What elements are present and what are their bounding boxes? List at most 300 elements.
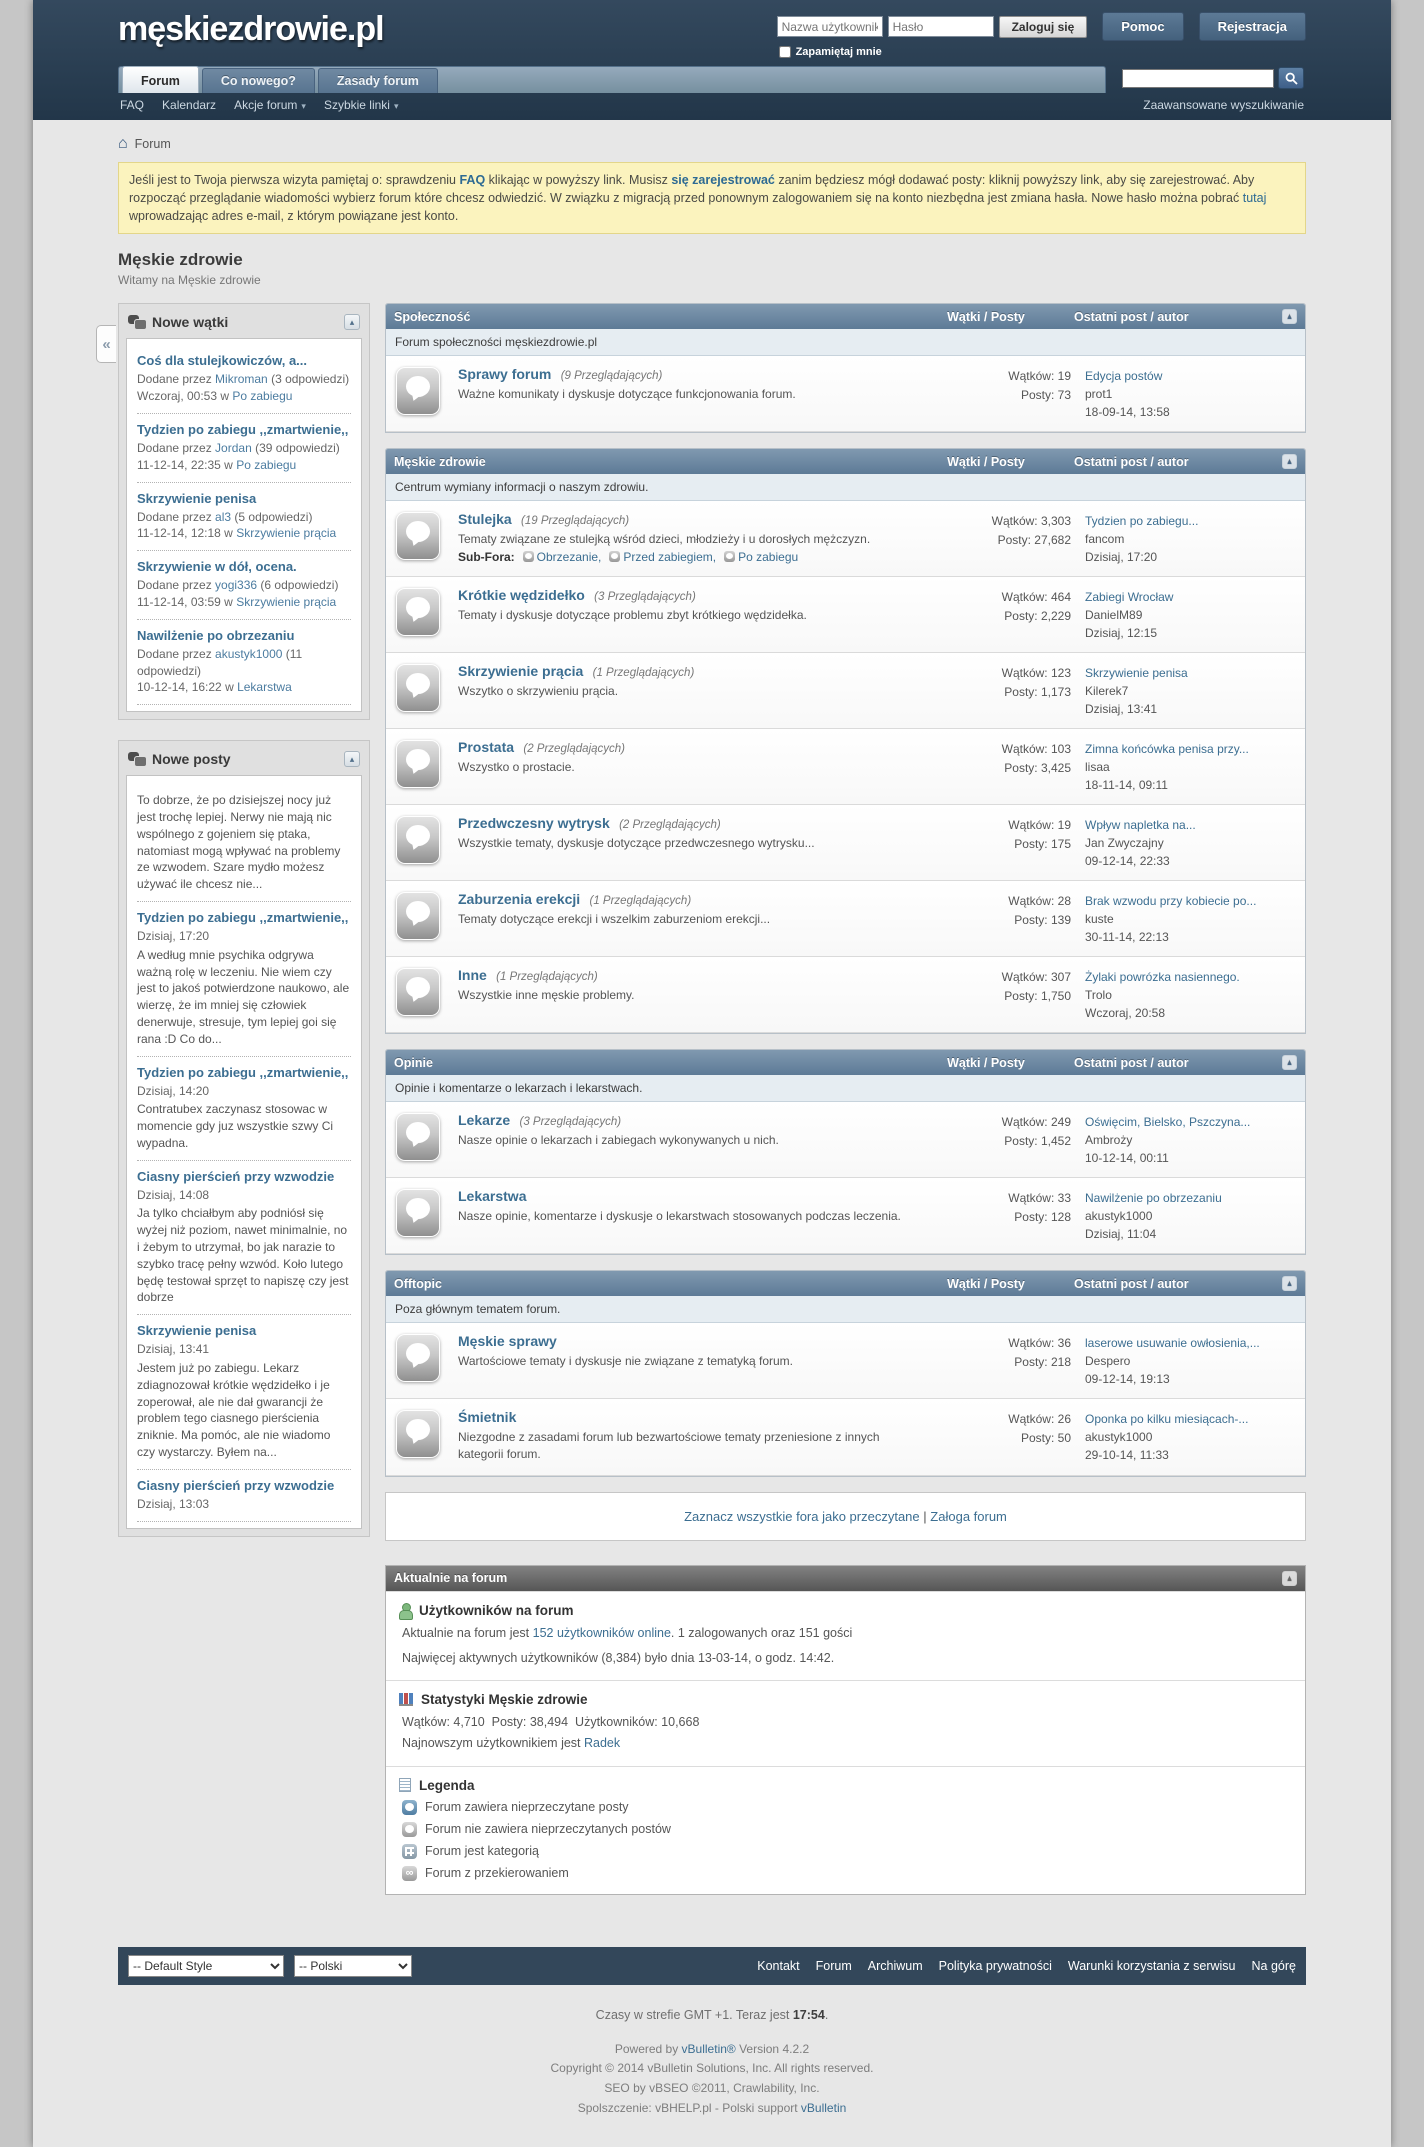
lastpost-title-link[interactable]: Tydzien po zabiegu... [1085,514,1199,529]
lastpost-title-link[interactable]: Skrzywienie penisa [1085,666,1188,681]
collapse-widget-button[interactable]: ▴ [344,751,360,767]
nav-link-label: Szybkie linki [323,98,390,112]
sidebar-collapse-handle[interactable]: « [96,325,116,363]
forum-threads-count: Wątków: 307 [1001,970,1071,985]
column-header-threads-posts: Wątki / Posty [947,1055,1025,1070]
thread-author-link[interactable]: al3 [215,509,232,524]
post-title-link[interactable]: Tydzien po zabiegu ,,zmartwienie,, [137,1064,349,1080]
search-input[interactable] [1122,69,1274,88]
footer-bar [118,1947,1306,1985]
post-date: Dzisiaj, 14:08 [137,1187,210,1202]
forum-bubble-icon [396,664,440,712]
forum-status-icon [402,1822,417,1837]
column-header-threads-posts: Wątki / Posty [947,1276,1025,1291]
post-snippet: Ja tylko chciałbym aby podniósł się wyżej niż poziom, nawet minimalnie, no i żebym to utrzymał, bo jak narazie to szybko tracę pełny wzwód. Koło lutego będę testował sprzęt to napiszę czy jest dobrze [137,1206,349,1305]
lastpost-title-link[interactable]: Żylaki powrózka nasiennego. [1085,970,1240,985]
post-date: Dzisiaj, 14:20 [137,1083,210,1098]
forum-viewing-count: (3 Przeglądających) [519,1116,622,1129]
collapse-category-button[interactable]: ▴ [1282,454,1297,469]
register-button[interactable]: Rejestracja [1199,12,1306,41]
forum-description: Tematy związane ze stulejką wśród dzieci, młodzieży i u dorosłych mężczyzn. [458,532,871,547]
footer-link[interactable]: Na górę [1251,1958,1296,1973]
forum-description: Wszystkie inne męskie problemy. [458,988,635,1003]
forum-posts-count: Posty: 1,173 [1004,684,1071,699]
category-title[interactable]: Męskie zdrowie [394,454,486,469]
forum-status [396,739,458,794]
post-snippet: To dobrze, że po dzisiejszej nocy już jest trochę lepiej. Nerwy nie mają nic wspólnego z gojeniem się ptaka, natomiast mogą wpływać na problemy ze wzwodem. Szare mydło możesz używać ile chcesz nie... [137,793,341,892]
forum-lastpost [1085,1333,1297,1388]
register-link[interactable]: się zarejestrować [671,173,775,187]
post-snippet: Contratubex zaczynasz stosowac w momencie gdy juz wszystkie szwy Ci wypadna. [137,1102,334,1150]
nav-link-label: Akcje forum [234,98,298,112]
forum-row [386,653,1305,729]
seo-line: SEO by vBSEO ©2011, Crawlability, Inc. [604,2081,820,2096]
forum-lastpost [1085,967,1297,1022]
forum-row [386,1323,1305,1399]
forum-threads-count: Wątków: 123 [1001,666,1071,681]
thread-title-link[interactable]: Skrzywienie w dół, ocena. [137,559,297,575]
forum-bubble-icon [396,512,440,560]
password-reset-link[interactable]: tutaj [1242,191,1267,206]
legend-item [402,1844,1292,1859]
thread-replies-count: (39 odpowiedzi) [251,440,340,455]
forum-status [396,587,458,642]
lastpost-title-link[interactable]: Oponka po kilku miesiącach-... [1085,1412,1249,1427]
forum-status [396,967,458,1022]
forum-status [396,1188,458,1243]
thread-item [137,620,351,705]
forum-posts-count: Posty: 73 [1020,387,1071,402]
stat-users: Użytkowników: 10,668 [575,1715,700,1730]
collapse-category-button[interactable]: ▴ [1282,1055,1297,1070]
forum-title-link[interactable]: Sprawy forum [458,366,552,383]
lastpost-title-link[interactable]: Edycja postów [1085,369,1163,384]
copyright-area [118,1985,1306,2147]
forum-lastpost [1085,366,1297,421]
forum-staff-link[interactable]: Załoga forum [930,1508,1007,1524]
forum-viewing-count: (9 Przeglądających) [560,370,663,383]
lastpost-title-link[interactable]: Oświęcim, Bielsko, Pszczyna... [1085,1115,1251,1130]
forum-stats [917,587,1085,642]
forum-lastpost [1085,891,1297,946]
newest-user-link[interactable]: Radek [584,1736,621,1751]
forum-title-link[interactable]: Skrzywienie prącia [458,663,584,680]
forum-title-link[interactable]: Lekarstwa [458,1188,527,1205]
forum-stats [917,663,1085,718]
post-item [137,1057,351,1161]
thread-author-link[interactable]: akustyk1000 [215,646,283,661]
forum-status [396,1409,458,1465]
forum-subforums [458,550,905,564]
forum-bubble-icon [396,1189,440,1237]
thread-date: 11-12-14, 03:59 w [137,594,237,609]
forum-title-link[interactable]: Inne [458,967,487,984]
vbulletin-link[interactable]: vBulletin® [681,2041,736,2056]
category-title[interactable]: Opinie [394,1055,433,1070]
forum-stats [917,1333,1085,1388]
forum-row [386,1102,1305,1178]
newest-user-text: Najnowszym użytkownikiem jest [402,1736,584,1751]
forum-bubble-icon [396,588,440,636]
subforum-link[interactable]: Przed zabiegiem [623,550,713,565]
language-select[interactable] [294,1955,412,1977]
forum-row [386,957,1305,1033]
forum-title-link[interactable]: Lekarze [458,1112,511,1129]
forum-row [386,1399,1305,1476]
nav-link[interactable] [234,98,306,112]
thread-date: Wczoraj, 00:53 w [137,389,233,404]
collapse-category-button[interactable]: ▴ [1282,1276,1297,1291]
forum-info [458,1409,917,1465]
forum-stats [917,1409,1085,1465]
forum-threads-count: Wątków: 19 [1008,369,1071,384]
forum-title-link[interactable]: Śmietnik [458,1409,517,1426]
lastpost-title-link[interactable]: Wpływ napletka na... [1085,818,1196,833]
forum-category [385,448,1306,1034]
forum-threads-count: Wątków: 249 [1001,1115,1071,1130]
forum-viewing-count: (19 Przeglądających) [521,515,630,528]
remember-me-checkbox[interactable] [779,46,791,58]
forum-stats [917,1188,1085,1243]
post-title-link[interactable]: Skrzywienie penisa [137,1323,257,1339]
username-input[interactable] [777,16,883,37]
forum-status-icon [402,1844,417,1859]
new-posts-widget [118,740,370,1537]
subforum-separator: , [598,550,602,565]
vbhelp-link[interactable]: vBulletin [800,2100,847,2115]
chevron-down-icon: ▾ [301,101,306,111]
thread-forum-link[interactable]: Lekarstwa [237,680,292,695]
forum-viewing-count: (1 Przeglądających) [592,667,695,680]
login-button[interactable]: Zaloguj się [999,16,1088,38]
lastpost-date: 09-12-14, 19:13 [1085,1372,1170,1387]
forum-description: Nasze opinie, komentarze i dyskusje o lekarstwach stosowanych podczas leczenia. [458,1209,901,1224]
post-date: Dzisiaj, 13:03 [137,1496,210,1511]
mark-read-bar [385,1492,1306,1541]
users-online-text: . 1 zalogowanych oraz 151 gości [670,1625,853,1640]
advanced-search-link[interactable]: Zaawansowane wyszukiwanie [1143,98,1304,112]
primary-nav [118,66,1306,93]
thread-item [137,551,351,620]
subforum-bubble-icon [523,551,534,562]
forum-lastpost [1085,587,1297,642]
sidebar [102,303,370,1556]
lastpost-date: Dzisiaj, 17:20 [1085,550,1158,565]
help-button[interactable]: Pomoc [1102,12,1183,41]
user-icon [399,1603,411,1618]
forum-info [458,663,917,718]
forum-posts-count: Posty: 139 [1014,912,1071,927]
forum-status-icon [402,1866,417,1881]
notice-text: klikając w powyższy link. Musisz [485,173,672,187]
forum-row [386,577,1305,653]
lastpost-author: fancom [1085,532,1125,547]
forum-row [386,805,1305,881]
forum-stats [917,967,1085,1022]
thread-title-link[interactable]: Coś dla stulejkowiczów, a... [137,353,308,369]
subforum-separator: , [712,550,717,565]
search-icon [1285,72,1298,85]
users-online-section [386,1591,1305,1681]
thread-author-link[interactable]: yogi336 [215,578,258,593]
thread-title-link[interactable]: Tydzien po zabiegu ,,zmartwienie,, [137,421,349,437]
stat-threads: Wątków: 4,710 [402,1715,485,1730]
forum-viewing-count: (2 Przeglądających) [619,819,721,832]
forum-description: Niezgodne z zasadami forum lub bezwartościowe tematy przeniesione z innych kategorii forum. [458,1430,880,1462]
forum-description: Tematy dotyczące erekcji i wszelkim zaburzeniom erekcji... [458,912,771,927]
lastpost-title-link[interactable]: Brak wzwodu przy kobiecie po... [1085,894,1257,909]
legend-label: Forum z przekierowaniem [425,1866,569,1881]
site-logo: męskiezdrowie.pl [118,10,384,48]
post-item [137,1161,351,1316]
legend-section [386,1766,1305,1894]
forum-status [396,366,458,421]
post-snippet: A według mnie psychika odgrywa ważną rolę w leczeniu. Nie wiem czy jest to jakoś potwierdzone naukowo, ale wierzę, że im mniej się człowiek denerwuje, stresuje, tym lepiej goi się rana :D Co do... [137,947,350,1046]
forum-info [458,1188,917,1243]
forum-description: Wartościowe tematy i dyskusje nie związane z tematyką forum. [458,1354,794,1369]
legend-page-icon [399,1778,411,1792]
collapse-category-button[interactable]: ▴ [1282,309,1297,324]
lastpost-date: Wczoraj, 20:58 [1085,1006,1166,1021]
category-description: Poza głównym tematem forum. [386,1296,1305,1323]
users-online-heading: Użytkowników na forum [419,1602,574,1618]
nav-link[interactable] [120,98,144,112]
subforum-bubble-icon [609,551,620,562]
footer-link[interactable]: Polityka prywatności [938,1958,1052,1973]
nav-tab[interactable]: Zasady forum [318,68,438,93]
statistics-heading: Statystyki Męskie zdrowie [421,1692,588,1708]
forum-status [396,663,458,718]
statistics-section [386,1680,1305,1766]
column-header-lastpost: Ostatni post / autor [1074,454,1189,469]
lastpost-author: prot1 [1085,387,1113,402]
forum-title-link[interactable]: Zaburzenia erekcji [458,891,581,908]
lastpost-date: 29-10-14, 11:33 [1085,1448,1169,1463]
forum-list [385,303,1306,1917]
column-header-threads-posts: Wątki / Posty [947,309,1025,324]
forum-info [458,891,917,946]
forum-title-link[interactable]: Krótkie wędzidełko [458,587,585,604]
forum-info [458,1333,917,1388]
lastpost-date: 10-12-14, 00:11 [1085,1151,1169,1166]
forum-status [396,815,458,870]
footer-links [757,1959,1296,1973]
subforums-label: Sub-Fora: [458,550,515,565]
thread-title-link[interactable]: Nawilżenie po obrzezaniu [137,627,295,643]
lastpost-title-link[interactable]: Zabiegi Wrocław [1085,590,1174,605]
legend-label: Forum nie zawiera nieprzeczytanych postów [425,1822,671,1837]
nav-tab[interactable]: Co nowego? [202,68,315,93]
forum-row [386,729,1305,805]
posted-by-label: Dodane przez [137,440,216,455]
footer-link[interactable]: Warunki korzystania z serwisu [1067,1958,1236,1973]
category-description: Opinie i komentarze o lekarzach i lekarstwach. [386,1075,1305,1102]
lastpost-author: Ambroży [1085,1133,1133,1148]
forum-status [396,1112,458,1167]
post-title-link[interactable]: Tydzien po zabiegu ,,zmartwienie,, [137,909,349,925]
forum-title-link[interactable]: Męskie sprawy [458,1333,557,1350]
page [33,0,1391,2147]
forum-description: Tematy i dyskusje dotyczące problemu zbyt krótkiego wędzidełka. [458,608,807,623]
footer-link[interactable]: Kontakt [757,1958,800,1973]
translation-line [118,2099,1306,2119]
nav-link[interactable] [162,98,216,112]
login-area [777,10,1306,58]
column-header-lastpost: Ostatni post / autor [1074,309,1189,324]
forum-info [458,511,917,566]
forum-bubble-icon [396,1410,440,1458]
forum-posts-count: Posty: 3,425 [1004,760,1071,775]
password-input[interactable] [888,16,994,37]
faq-link[interactable]: FAQ [459,173,486,187]
thread-replies-count: (5 odpowiedzi) [231,509,313,524]
thread-replies-count: (11 odpowiedzi) [137,646,303,678]
posted-by-label: Dodane przez [137,509,216,524]
forum-status [396,891,458,946]
category-title[interactable]: Społeczność [394,309,471,324]
footer-link[interactable]: Archiwum [867,1958,923,1973]
post-item [137,1315,351,1470]
forum-row [386,356,1305,432]
category-description: Centrum wymiany informacji o naszym zdrowiu. [386,474,1305,501]
thread-forum-link[interactable]: Po zabiegu [232,389,293,404]
thread-forum-link[interactable]: Skrzywienie prącia [236,526,337,541]
users-online-link[interactable]: 152 użytkowników online [532,1625,671,1640]
lastpost-author: kuste [1085,912,1114,927]
category-header [386,304,1305,329]
forum-posts-count: Posty: 27,682 [997,532,1071,547]
nav-link-label: FAQ [120,98,145,112]
post-snippet: Jestem już po zabiegu. Lekarz zdiagnozował krótkie wędzidełko i je zoperował, ale nie dał gwarancji że problem tego ciasnego pierścienia zniknie. Ma pomóc, ale nie wiadomo czy wystarczy. Byłem na... [137,1361,331,1460]
subforum-bubble-icon [724,551,735,562]
forum-threads-count: Wątków: 28 [1008,894,1071,909]
legend-item [402,1800,1292,1815]
whats-going-on-block [385,1565,1306,1895]
post-item [137,782,351,902]
forum-info [458,366,917,421]
forum-status-icon [402,1800,417,1815]
lastpost-author: lisaa [1085,760,1110,775]
thread-replies-count: (3 odpowiedzi) [267,372,350,387]
breadcrumb [118,136,1306,152]
thread-author-link[interactable]: Jordan [215,440,252,455]
forum-viewing-count: (2 Przeglądających) [523,743,626,756]
forum-threads-count: Wątków: 103 [1001,742,1071,757]
forum-status [396,511,458,566]
forum-threads-count: Wątków: 33 [1008,1191,1071,1206]
home-icon[interactable]: ⌂ [118,135,128,152]
forum-lastpost [1085,1409,1297,1465]
lastpost-title-link[interactable]: Nawilżenie po obrzezaniu [1085,1191,1222,1206]
legend-heading: Legenda [419,1777,475,1793]
forum-status [396,1333,458,1388]
style-select[interactable] [128,1955,284,1977]
users-online-text: Aktualnie na forum jest [402,1625,533,1640]
thread-author-link[interactable]: Mikroman [215,372,268,387]
lastpost-date: Dzisiaj, 12:15 [1085,626,1158,641]
category-title[interactable]: Offtopic [394,1276,442,1291]
forum-bubble-icon [396,1334,440,1382]
nav-tab[interactable]: Forum [122,66,199,93]
new-threads-widget [118,303,370,720]
powered-text: Version 4.2.2 [735,2041,810,2056]
collapse-section-button[interactable]: ▴ [1282,1571,1297,1586]
forum-lastpost [1085,1188,1297,1243]
notice-text: Jeśli jest to Twoja pierwsza wizyta pamiętaj o: sprawdzeniu [129,173,460,187]
thread-title-link[interactable]: Skrzywienie penisa [137,490,257,506]
lastpost-title-link[interactable]: Zimna końcówka penisa przy... [1085,742,1249,757]
forum-threads-count: Wątków: 36 [1008,1336,1071,1351]
welcome-notice [118,162,1306,234]
breadcrumb-label: Forum [134,137,171,151]
thread-forum-link[interactable]: Po zabiegu [236,457,297,472]
legend-item [402,1866,1292,1881]
chevron-down-icon: ▾ [393,101,399,111]
footer-link[interactable]: Forum [815,1958,852,1973]
forum-description: Wszytko o skrzywieniu prącia. [458,684,619,699]
post-title-link[interactable]: Ciasny pierścień przy wzwodzie [137,1477,335,1493]
mark-forums-read-link[interactable]: Zaznacz wszystkie fora jako przeczytane [684,1508,920,1524]
stat-posts: Posty: 38,494 [491,1715,569,1730]
subforum-link[interactable]: Obrzezanie [536,550,599,565]
lastpost-date: 18-11-14, 09:11 [1085,778,1168,793]
forum-threads-count: Wątków: 19 [1008,818,1071,833]
forum-posts-count: Posty: 218 [1014,1354,1071,1369]
speech-bubble-icon [128,752,145,766]
lastpost-date: 09-12-14, 22:33 [1085,854,1170,869]
forum-stats [917,366,1085,421]
widget-title: Nowe wątki [152,314,229,331]
legend-label: Forum jest kategorią [425,1844,539,1859]
forum-title-link[interactable]: Przedwczesny wytrysk [458,815,610,832]
forum-lastpost [1085,663,1297,718]
thread-item [137,345,351,414]
remember-me-label: Zapamiętaj mnie [795,46,882,58]
category-description: Forum społeczności męskiezdrowie.pl [386,329,1305,356]
post-date: Dzisiaj, 13:41 [137,1342,210,1357]
post-title-link[interactable]: Ciasny pierścień przy wzwodzie [137,1168,335,1184]
forum-title-link[interactable]: Prostata [458,739,515,756]
lastpost-title-link[interactable]: laserowe usuwanie owłosienia,... [1085,1336,1260,1351]
forum-bubble-icon [396,1113,440,1161]
forum-category [385,1049,1306,1255]
forum-description: Nasze opinie o lekarzach i zabiegach wykonywanych u nich. [458,1133,779,1148]
forum-title-link[interactable]: Stulejka [458,511,512,528]
current-time: 17:54 [792,2007,825,2022]
widget-title: Nowe posty [152,751,231,768]
whats-going-on-header [386,1566,1305,1591]
collapse-widget-button[interactable]: ▴ [344,314,360,330]
forum-viewing-count: (1 Przeglądających) [589,895,692,908]
category-header [386,1271,1305,1296]
subforum-link[interactable]: Po zabiegu [738,550,799,565]
notice-text: wprowadzając adres e-mail, z którym powiązane jest konto. [129,209,459,224]
forum-posts-count: Posty: 128 [1014,1209,1071,1224]
search-button[interactable] [1278,67,1304,89]
forum-stats [917,1112,1085,1167]
posted-by-label: Dodane przez [137,578,216,593]
nav-link[interactable] [324,98,399,112]
lastpost-author: Despero [1085,1354,1131,1369]
forum-viewing-count: (3 Przeglądających) [594,591,696,604]
powered-text: Powered by [614,2041,682,2056]
lastpost-date: 30-11-14, 22:13 [1085,930,1169,945]
copyright-line: Copyright © 2014 vBulletin Solutions, Inc. All rights reserved. [550,2061,874,2076]
forum-info [458,587,917,642]
thread-forum-link[interactable]: Skrzywienie prącia [236,594,337,609]
forum-stats [917,739,1085,794]
secondary-nav [118,93,1306,120]
